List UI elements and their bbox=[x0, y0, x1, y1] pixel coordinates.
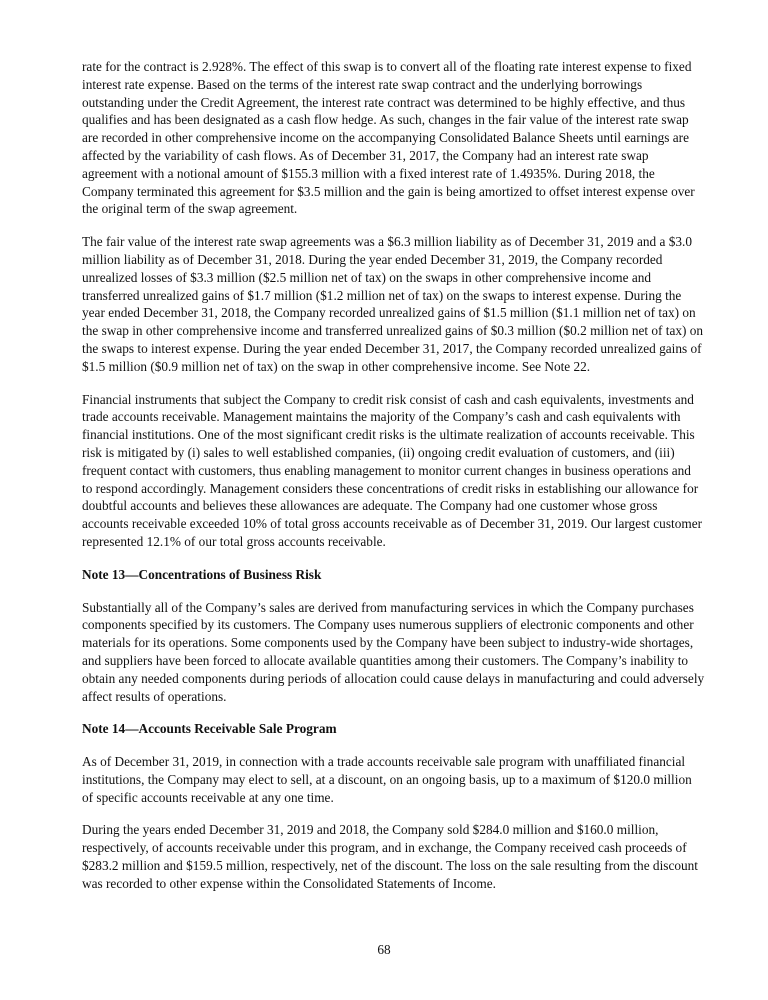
text-line: components specified by its customers. The Company uses numerous suppliers of electronic components and other bbox=[82, 617, 694, 633]
paragraph bbox=[82, 821, 722, 892]
text-line: rate for the contract is 2.928%. The effect of this swap is to convert all of the floating rate interest expense to fixed bbox=[82, 59, 692, 74]
text-line: the original term of the swap agreement. bbox=[82, 201, 298, 217]
text-line: Financial instruments that subject the Company to credit risk consist of cash and cash equivalents, investments and bbox=[82, 391, 694, 407]
text-line: unrealized losses of $3.3 million ($2.5 million net of tax) on the swaps in other comprehensive income and bbox=[82, 269, 652, 285]
paragraph bbox=[82, 753, 722, 806]
text-line: frequent contact with customers, thus enabling management to monitor current changes in business operations and bbox=[82, 462, 691, 478]
text-line: affect results of operations. bbox=[82, 688, 227, 704]
text-line: obtain any needed components during periods of allocation could cause delays in manufacturing and could adversely bbox=[82, 670, 705, 686]
section-heading bbox=[82, 720, 722, 738]
text-line: The fair value of the interest rate swap agreements was a $6.3 million liability as of December 31, 2019 and a $3.0 bbox=[82, 234, 692, 250]
text-line: Note 14—Accounts Receivable Sale Program bbox=[82, 721, 337, 737]
section-heading bbox=[82, 566, 722, 584]
text-line: interest rate expense. Based on the terms of the interest rate swap contract and the underlying borrowings bbox=[82, 76, 643, 92]
text-line: respectively, of accounts receivable under this program, and in exchange, the Company received cash proceeds of bbox=[82, 840, 687, 856]
paragraph bbox=[82, 58, 722, 218]
text-line: materials for its operations. Some components used by the Company have been subject to industry-wide shortages, bbox=[82, 635, 694, 651]
text-line: million liability as of December 31, 2018. During the year ended December 31, 2019, the Company recorded bbox=[82, 251, 663, 267]
text-line: doubtful accounts and believes these allowances are adequate. The Company had one customer whose gross bbox=[82, 498, 658, 514]
page-number: 68 bbox=[377, 942, 391, 957]
paragraph bbox=[82, 391, 722, 551]
text-line: During the years ended December 31, 2019 and 2018, the Company sold $284.0 million and $160.0 million, bbox=[82, 822, 659, 838]
text-line: risk is mitigated by (i) sales to well established companies, (ii) ongoing credit evaluation of customers, and (iii) bbox=[82, 444, 675, 460]
text-line: financial institutions. One of the most significant credit risks is the ultimate realization of accounts receivable. This bbox=[82, 427, 695, 443]
text-line: qualifies and has been designated as a cash flow hedge. As such, changes in the fair value of the interest rate swap bbox=[82, 112, 689, 128]
paragraph bbox=[82, 233, 722, 375]
text-line: the swaps to interest expense. During the year ended December 31, 2017, the Company recorded unrealized gains of bbox=[82, 340, 702, 356]
text-line: Company terminated this agreement for $3.5 million and the gain is being amortized to offset interest expense over bbox=[82, 183, 695, 199]
text-line: the swap in other comprehensive income and transferred unrealized gains of $0.3 million ($0.2 million net of tax) on bbox=[82, 323, 704, 339]
text-line: outstanding under the Credit Agreement, the interest rate contract was determined to be highly effective, and thus bbox=[82, 94, 686, 110]
text-line: Note 13—Concentrations of Business Risk bbox=[82, 566, 322, 582]
text-line: are recorded in other comprehensive income on the accompanying Consolidated Balance Sheets until earnings are bbox=[82, 130, 690, 146]
text-line: accounts receivable exceeded 10% of total gross accounts receivable as of December 31, 2019. Our largest customer bbox=[82, 516, 703, 532]
text-line: affected by the variability of cash flows. As of December 31, 2017, the Company had an interest rate swap bbox=[82, 147, 649, 163]
text-line: of specific accounts receivable at any one time. bbox=[82, 789, 334, 805]
text-line: As of December 31, 2019, in connection with a trade accounts receivable sale program with unaffiliated financial bbox=[82, 754, 686, 770]
text-line: to respond accordingly. Management considers these concentrations of credit risks in establishing our allowance for bbox=[82, 480, 699, 496]
text-line: institutions, the Company may elect to sell, at a discount, on an ongoing basis, up to a maximum of $120.0 million bbox=[82, 771, 692, 787]
text-line: Substantially all of the Company’s sales are derived from manufacturing services in which the Company purchases bbox=[82, 599, 694, 615]
text-line: $283.2 million and $159.5 million, respectively, net of the discount. The loss on the sale resulting from the discount bbox=[82, 858, 698, 874]
text-line: was recorded to other expense within the Consolidated Statements of Income. bbox=[82, 875, 496, 891]
text-line: and suppliers have been forced to allocate available quantities among their customers. The Company’s inability to bbox=[82, 652, 689, 668]
text-line: $1.5 million ($0.9 million net of tax) on the swap in other comprehensive income. See Note 22. bbox=[82, 358, 591, 374]
text-line: transferred unrealized gains of $1.7 million ($1.2 million net of tax) on the swaps to interest expense. During the bbox=[82, 287, 682, 303]
text-line: year ended December 31, 2018, the Company recorded unrealized gains of $1.5 million ($1.1 million net of tax) on bbox=[82, 305, 696, 321]
document-page bbox=[82, 58, 722, 908]
text-line: trade accounts receivable. Management maintains the majority of the Company’s cash and cash equivalents with bbox=[82, 409, 681, 425]
text-line: represented 12.1% of our total gross accounts receivable. bbox=[82, 533, 386, 549]
text-line: agreement with a notional amount of $155.3 million with a fixed interest rate of 1.4935%. During 2018, the bbox=[82, 165, 655, 181]
paragraph bbox=[82, 599, 722, 706]
